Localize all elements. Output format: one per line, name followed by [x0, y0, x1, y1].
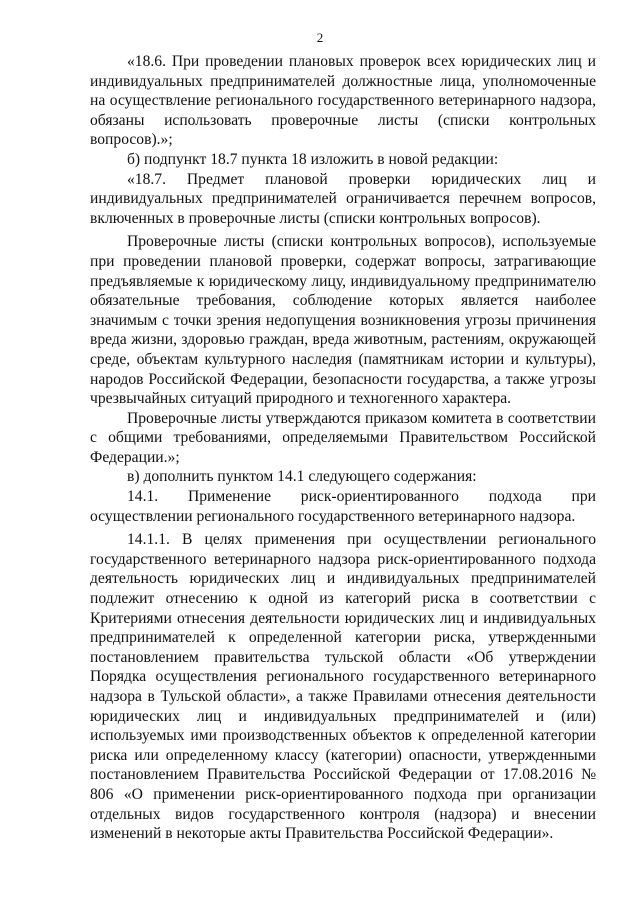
page-number: 2	[316, 30, 324, 45]
paragraph-checklists-approval: Проверочные листы утверждаются приказом комитета в соответствии с общими требованиями, определяемыми Правительством Российской Федерации.»;	[90, 409, 596, 466]
paragraph-subitem-v: в) дополнить пунктом 14.1 следующего содержания:	[127, 468, 477, 486]
paragraph-checklists-content: Проверочные листы (списки контрольных вопросов), используемые при проведении плановой проверки, содержат вопросы, затрагивающие предъявляемые к юридическому лицу, индивидуальному предпринимателю обязательные требования, соблюдение которых является наиболее значимым с точки зрения недопущения возникновения угрозы причинения вреда жизни, здоровью граждан, вреда животным, растениям, окружающей среде, объектам культурного наследия (памятникам истории и культуры), народов Российской Федерации, безопасности государства, а также угрозы чрезвычайных ситуаций природного и техногенного характера.	[90, 233, 596, 408]
paragraph-18-6: «18.6. При проведении плановых проверок всех юридических лиц и индивидуальных предпринимателей должностные лица, уполномоченные на осуществление регионального государственного ветеринарного надзора, обязаны использовать проверочные листы (списки контрольных вопросов).»;	[90, 53, 596, 149]
paragraph-subitem-b: б) подпункт 18.7 пункта 18 изложить в новой редакции:	[127, 150, 499, 168]
paragraph-14-1-1: 14.1.1. В целях применения при осуществлении регионального государственного ветеринарного надзора риск-ориентированного подхода деятельность юридических лиц и индивидуальных предпринимателей подлежит отнесению к одной из категорий риска в соответствии с Критериями отнесения деятельности юридических лиц и индивидуальных предпринимателей к определенной категории риска, утвержденными постановлением правительства тульской области «Об утверждении Порядка осуществления регионального государственного ветеринарного надзора в Тульской области», а также Правилами отнесения деятельности юридических лиц и индивидуальных предпринимателей и (или) используемых ими производственных объектов к определенной категории риска или определенному классу (категории) опасности, утвержденными постановлением Правительства Российской Федерации от 17.08.2016 № 806 «О применении риск-ориентированного подхода при организации отдельных видов государственного контроля (надзора) и внесении изменений в некоторые акты Правительства Российской Федерации».	[90, 531, 596, 843]
paragraph-18-7: «18.7. Предмет плановой проверки юридических лиц и индивидуальных предпринимателей ограничивается перечнем вопросов, включенных в проверочные листы (списки контрольных вопросов).	[90, 170, 596, 227]
paragraph-14-1: 14.1. Применение риск-ориентированного подхода при осуществлении регионального государственного ветеринарного надзора.	[90, 488, 596, 525]
document-body	[90, 52, 596, 844]
